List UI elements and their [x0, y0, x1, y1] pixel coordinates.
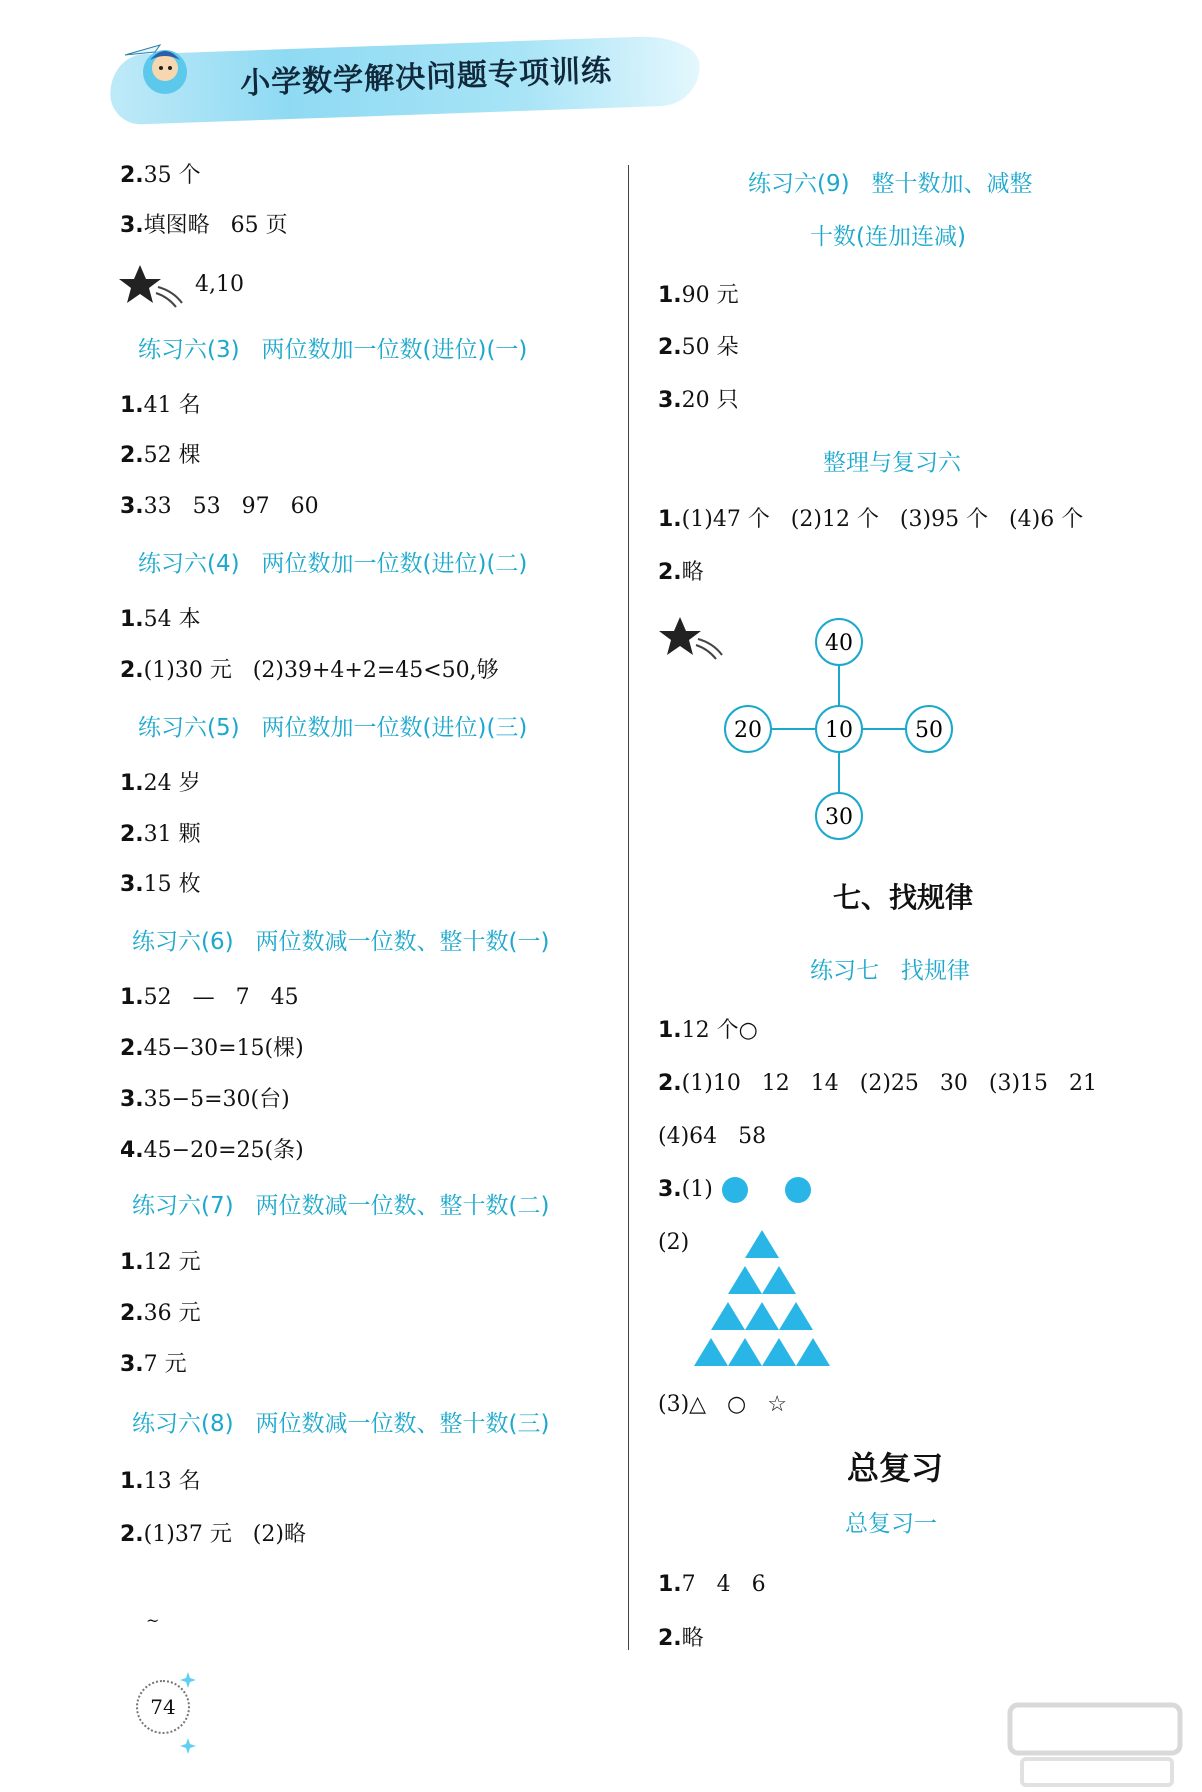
triangle-icon: [728, 1266, 762, 1294]
answer-line: 2.35 个: [120, 163, 201, 188]
answer-line: 2.45−30=15(棵): [120, 1036, 304, 1061]
section-heading: 练习七 找规律: [810, 958, 970, 984]
section-heading: 总复习一: [845, 1511, 937, 1537]
answer-line: 1.52 — 7 45: [120, 985, 299, 1010]
header-title: 小学数学解决问题专项训练: [239, 53, 613, 102]
answer-line: 1.13 名: [120, 1469, 201, 1494]
section-heading: 练习六(8) 两位数减一位数、整十数(三): [132, 1411, 550, 1437]
section-heading: 整理与复习六: [823, 450, 961, 476]
star-answer: 4,10: [195, 272, 244, 297]
number-cross-diagram: [715, 615, 965, 845]
blue-dots: [720, 1175, 820, 1207]
section-heading: 十数(连加连减): [810, 224, 966, 250]
cross-top: 40: [825, 631, 853, 656]
triangle-pyramid: [692, 1228, 832, 1370]
answer-line: 3.33 53 97 60: [120, 494, 319, 519]
watermark-logo: [1002, 1697, 1192, 1792]
section-heading: 练习六(5) 两位数加一位数(进位)(三): [138, 715, 528, 741]
answer-line: 1.12 元: [120, 1250, 201, 1275]
answer-line: 2.50 朵: [658, 335, 739, 360]
triangle-icon: [762, 1338, 796, 1366]
answer-line: 3.7 元: [120, 1352, 187, 1377]
answer-line: 3.(1): [658, 1177, 713, 1202]
sparkle-decoration: [178, 1668, 198, 1758]
answer-line: 2.略: [658, 560, 704, 585]
answer-line: 1.54 本: [120, 607, 201, 632]
triangle-icon: [728, 1338, 762, 1366]
answer-line: 3.15 枚: [120, 872, 201, 897]
chapter-title: 总复习: [847, 1449, 944, 1487]
circle-icon: [785, 1177, 811, 1203]
section-heading: 练习六(6) 两位数减一位数、整十数(一): [132, 929, 550, 955]
star-icon: [118, 263, 186, 311]
answer-line: 3.填图略 65 页: [120, 213, 288, 238]
answer-line: 4.45−20=25(条): [120, 1138, 304, 1163]
cross-bottom: 30: [825, 805, 853, 830]
answer-line: 1.12 个○: [658, 1018, 758, 1043]
answer-line: 1.(1)47 个 (2)12 个 (3)95 个 (4)6 个: [658, 507, 1084, 532]
answer-line: 2.(1)37 元 (2)略: [120, 1522, 306, 1547]
triangle-icon: [779, 1302, 813, 1330]
answer-line: 1.41 名: [120, 393, 201, 418]
section-heading: 练习六(4) 两位数加一位数(进位)(二): [138, 551, 528, 577]
column-divider: [628, 165, 629, 1650]
answer-line: 2.31 颗: [120, 822, 201, 847]
answer-line: (3)△ ○ ☆: [658, 1392, 787, 1417]
section-heading: 练习六(7) 两位数减一位数、整十数(二): [132, 1193, 550, 1219]
answer-line: 3.35−5=30(台): [120, 1087, 290, 1112]
triangle-icon: [711, 1302, 745, 1330]
answer-line: 2.(1)30 元 (2)39+4+2=45<50,够: [120, 658, 499, 683]
page-number: 74: [136, 1680, 190, 1734]
cross-right: 50: [915, 718, 943, 743]
cross-left: 20: [734, 718, 762, 743]
answer-line: 1.7 4 6: [658, 1572, 766, 1597]
answer-line: 2.36 元: [120, 1301, 201, 1326]
section-heading: 练习六(9) 整十数加、减整: [748, 171, 1033, 197]
answer-line: 1.24 岁: [120, 771, 201, 796]
triangle-icon: [745, 1230, 779, 1258]
answer-line: (2): [658, 1230, 690, 1255]
section-heading: 练习六(3) 两位数加一位数(进位)(一): [138, 337, 528, 363]
triangle-icon: [745, 1302, 779, 1330]
triangle-icon: [796, 1338, 830, 1366]
answer-line: 2.(1)10 12 14 (2)25 30 (3)15 21: [658, 1071, 1097, 1096]
answer-line: 1.90 元: [658, 283, 739, 308]
answer-line: 2.略: [658, 1626, 704, 1651]
answer-line: 3.20 只: [658, 388, 739, 413]
answer-line: (4)64 58: [658, 1124, 767, 1149]
stray-mark: ~: [146, 1611, 160, 1630]
circle-icon: [722, 1177, 748, 1203]
chapter-title: 七、找规律: [833, 881, 974, 914]
cross-center: 10: [825, 718, 853, 743]
mascot-icon: [120, 30, 200, 110]
answer-line: 2.52 棵: [120, 443, 201, 468]
triangle-icon: [694, 1338, 728, 1366]
triangle-icon: [762, 1266, 796, 1294]
